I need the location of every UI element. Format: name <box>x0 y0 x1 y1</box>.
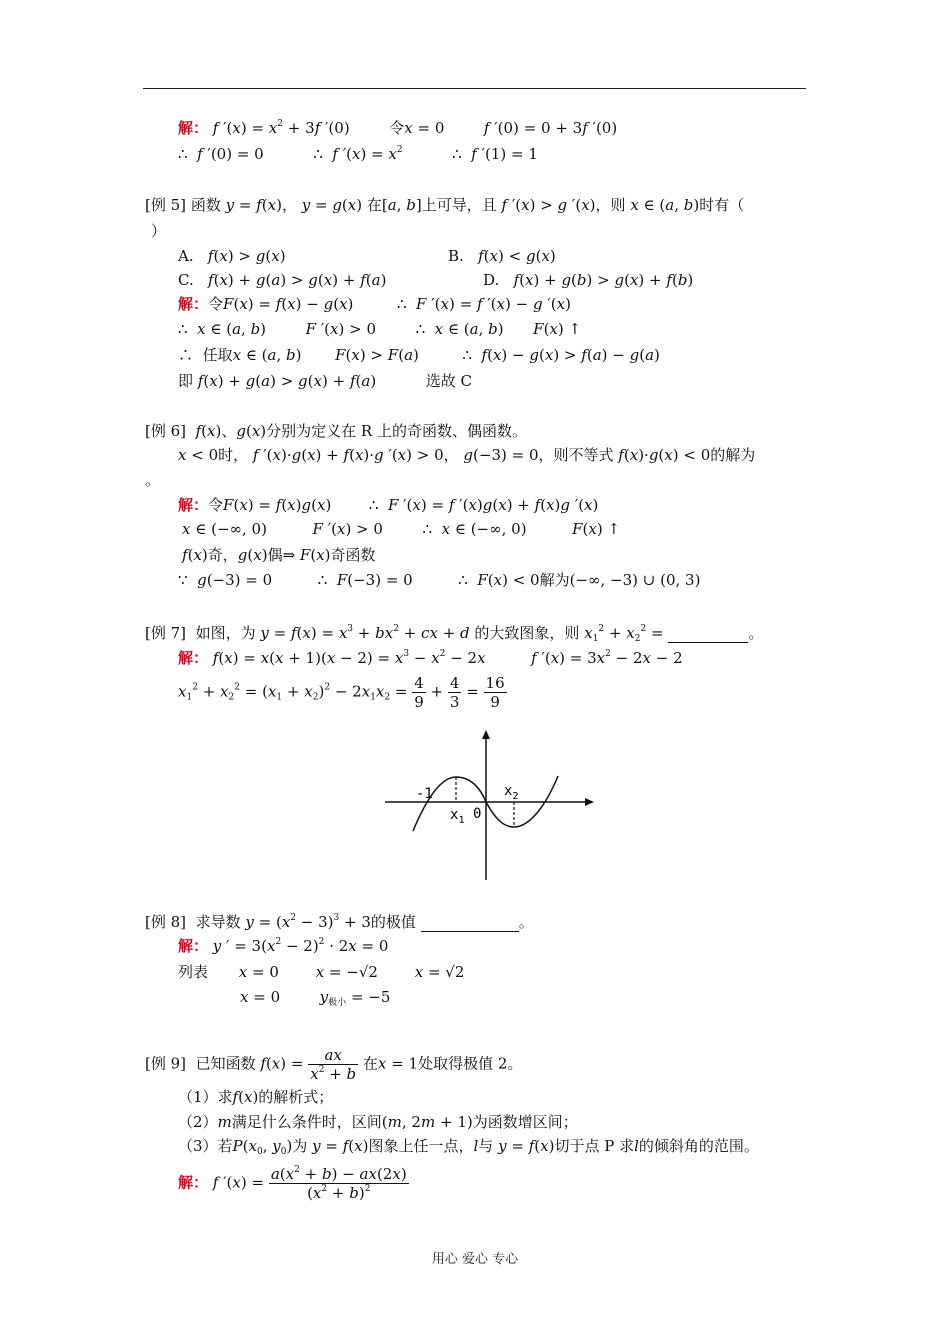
answer-blank[interactable] <box>668 622 748 643</box>
ex6-solution-line1: 解：令F(x) = f(x)g(x) ∴ F ′(x) = f ′(x)g(x) + f(x)g ′(x) <box>178 496 599 514</box>
page-footer: 用心 爱心 专心 <box>431 1252 519 1267</box>
solution-label: 解： <box>178 119 209 137</box>
ex5-option-b: B. f(x) < g(x) <box>448 247 556 265</box>
ex4-solution-line2: ∴ f ′(0) = 0 ∴ f $'(x) = x^2$ ∴ f ′(1) = 1 <box>178 145 538 163</box>
label-minus1: -1 <box>416 786 433 802</box>
ex6-question-end: 。 <box>145 471 161 489</box>
x-axis-arrow <box>585 798 594 806</box>
ex8-solution-line1: 解： y ′ = $3(x^2 - 2)^2 \cdot 2x = 0$ <box>178 937 389 955</box>
ex5-question-close: ） <box>151 222 167 240</box>
ex7-solution-line2: $x_1^2 + x_2^2 = (x_1 + x_2)^2 - 2x_1x_2$ = $\frac{4}{9}$ + $\frac{4}{3}$ = $\frac{16}{9}$ <box>178 674 505 711</box>
ex6-solution-line4: ∵ g(−3) = 0 ∴ F(−3) = 0 ∴ F(x) < 0解为(−∞, −3) ∪ (0, 3) <box>178 571 701 589</box>
ex9-q2: （2）m满足什么条件时，区间(m, 2m + 1)为函数增区间； <box>178 1113 578 1131</box>
ex8-solution-line2: 列表 x = 0 x = −√2 x = √2 <box>178 963 465 981</box>
header-rule <box>143 88 806 89</box>
label-x1: $x_1$ <box>450 807 465 826</box>
ex9-q3: （3）若$P(x_0$, $y_0$)为 y = f(x)图象上任一点，l与 y = f(x)切于点 P 求l的倾斜角的范围。 <box>178 1137 759 1157</box>
ex7-solution-line1: 解： $f(x) = x(x + 1)(x - 2) = x^3 - x^2 - 2x$ f $'(x) = 3x^2 - 2x - 2$ <box>178 649 683 667</box>
ex5-option-a: A. f(x) > g(x) <box>178 247 286 265</box>
ex6-solution-line2: x ∈ (−∞, 0) F ′(x) > 0 ∴ x ∈ (−∞, 0) F(x) ↑ <box>182 520 621 538</box>
ex9-question: [例 9] 已知函数 f(x) = $\frac{ax}{x^2 + b}$ 在x = 1处取得极值 2。 <box>145 1046 523 1083</box>
ex6-question-line2: x < 0时， f ′(x)·g(x) + f(x)·g ′(x) > 0， g(−3) = 0，则不等式 f(x)·g(x) < 0的解为 <box>178 446 756 464</box>
ex6-solution-line3: f(x)奇，g(x)偶⇒ F(x)奇函数 <box>182 546 376 564</box>
ex5-option-d: D. f(x) + g(b) > g(x) + f(b) <box>483 271 694 289</box>
answer-blank[interactable] <box>421 911 519 932</box>
ex9-solution-line1: 解： f ′(x) = $\frac{a(x^2 + b) - ax(2x)}{(x^2 + b)^2}$ <box>178 1165 407 1202</box>
ex5-solution-line2: ∴ x ∈ (a, b) F ′(x) > 0 ∴ x ∈ (a, b) F(x) ↑ <box>178 320 582 338</box>
ex8-question: [例 8] 求导数 $y = (x^2 - 3)^3 + 3$的极值 。 <box>145 913 534 931</box>
ex8-solution-line3: x = 0 $y_{极小} = -5$ <box>240 988 391 1008</box>
ex9-q1: （1）求f(x)的解析式； <box>178 1088 334 1106</box>
y-axis-arrow <box>482 730 490 739</box>
ex6-question: [例 6] f(x)、g(x)分别为定义在 R 上的奇函数、偶函数。 <box>145 422 527 440</box>
label-x2: $x_2$ <box>504 783 519 802</box>
cubic-function-graph <box>380 725 600 885</box>
ex7-question: [例 7] 如图，为 $y = f(x) = x^3 + bx^2$ + cx + d 的大致图象，则 $x_1^2 + x_2^2$ = 。 <box>145 624 764 644</box>
ex5-solution-line4: 即 f(x) + g(a) > g(x) + f(a) 选故 C <box>178 372 472 390</box>
ex5-question: [例 5] 函数 y = f(x)， y = g(x) 在[a, b]上可导，且 f ′(x) > g ′(x)，则 x ∈ (a, b)时有（ <box>145 196 745 214</box>
ex5-solution-line1: 解：令F(x) = f(x) − g(x) ∴ F ′(x) = f ′(x) − g ′(x) <box>178 295 571 313</box>
label-origin: 0 <box>473 806 482 822</box>
ex5-solution-line3: ∴ 任取x ∈ (a, b) F(x) > F(a) ∴ f(x) − g(x) > f(a) − g(a) <box>178 346 660 364</box>
ex5-option-c: C. f(x) + g(a) > g(x) + f(a) <box>178 271 387 289</box>
ex4-solution-line1: 解： f $'(x) = x^2 + 3f$ ′(0) 令x = 0 f ′(0) = 0 + 3f ′(0) <box>178 119 618 137</box>
